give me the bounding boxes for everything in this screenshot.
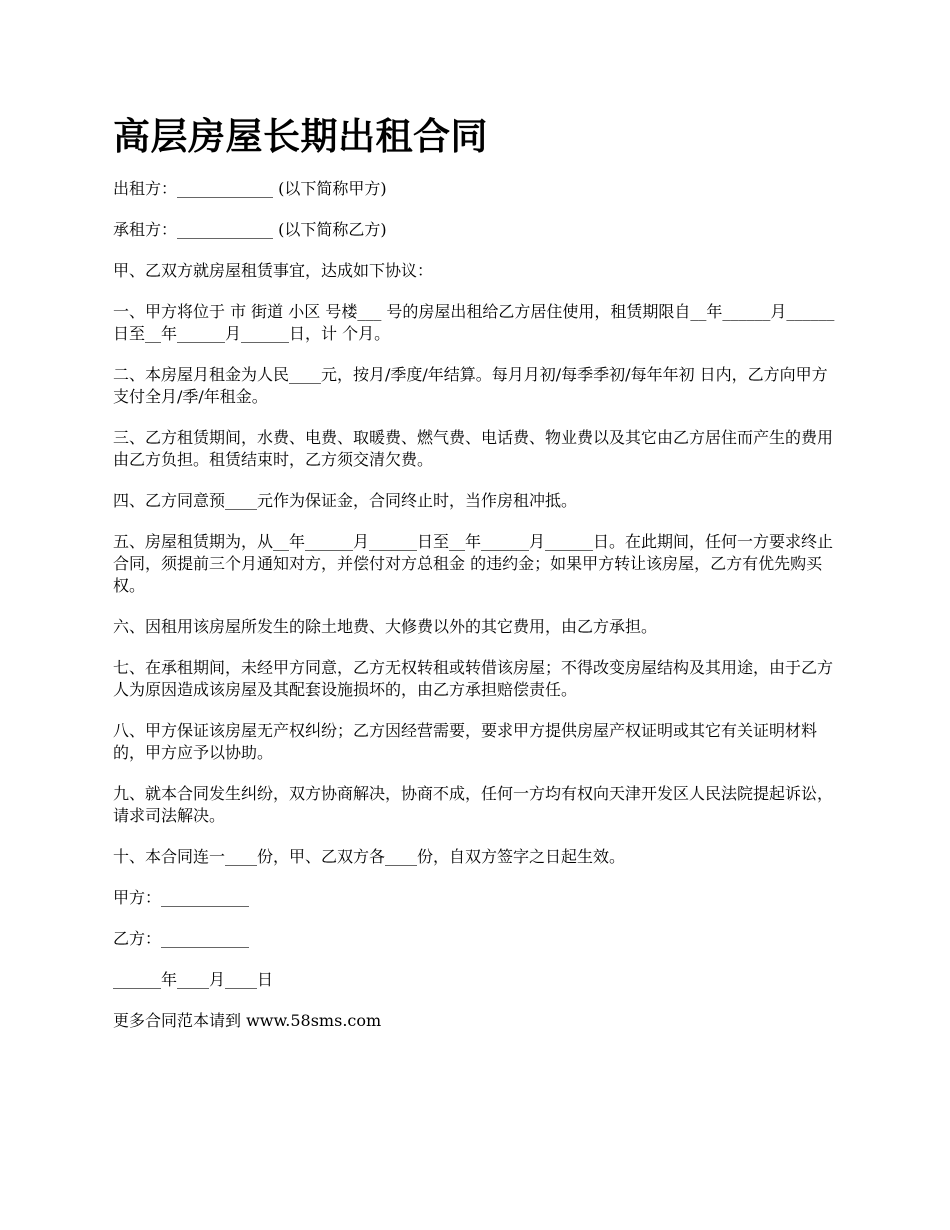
signature-date: ______年____月____日 [113, 970, 274, 989]
clause-2: 二、本房屋月租金为人民____元，按月/季度/年结算。每月月初/每季季初/每年年初 日内，乙方向甲方支付全月/季/年租金。 [113, 365, 828, 406]
lessee-line: 承租方：____________ (以下简称乙方) [113, 220, 387, 239]
signature-party-b: 乙方：___________ [113, 929, 250, 948]
signature-party-a: 甲方：___________ [113, 888, 250, 907]
clause-3: 三、乙方租赁期间，水费、电费、取暖费、燃气费、电话费、物业费以及其它由乙方居住而产生的费用由乙方负担。租赁结束时，乙方须交清欠费。 [113, 428, 834, 469]
clause-7: 七、在承租期间，未经甲方同意，乙方无权转租或转借该房屋；不得改变房屋结构及其用途，由于乙方人为原因造成该房屋及其配套设施损坏的，由乙方承担赔偿责任。 [113, 658, 834, 699]
footer-note: 更多合同范本请到 www.58sms.com [113, 1011, 382, 1030]
page-title: 高层房屋长期出租合同 [113, 114, 488, 158]
clause-1: 一、甲方将位于 市 街道 小区 号楼___ 号的房屋出租给乙方居住使用，租赁期限自__年______月______日至__年______月______日，计 个月。 [113, 302, 835, 343]
clause-6: 六、因租用该房屋所发生的除土地费、大修费以外的其它费用，由乙方承担。 [113, 617, 658, 636]
lessor-line: 出租方：____________ (以下简称甲方) [113, 179, 387, 198]
clause-10: 十、本合同连一____份，甲、乙双方各____份，自双方签字之日起生效。 [113, 847, 626, 866]
clause-8: 八、甲方保证该房屋无产权纠纷；乙方因经营需要，要求甲方提供房屋产权证明或其它有关证明材料的，甲方应予以协助。 [113, 721, 818, 762]
clause-5: 五、房屋租赁期为，从__年______月______日至__年______月______日。在此期间，任何一方要求终止合同，须提前三个月通知对方，并偿付对方总租金 的违约金；如果甲方转让该房屋，乙方有优先购买权。 [113, 532, 834, 595]
clause-9: 九、就本合同发生纠纷，双方协商解决，协商不成，任何一方均有权向天津开发区人民法院提起诉讼，请求司法解决。 [113, 784, 834, 825]
contract-document [113, 108, 843, 1051]
clause-4: 四、乙方同意预____元作为保证金，合同终止时，当作房租冲抵。 [113, 491, 578, 510]
intro-paragraph: 甲、乙双方就房屋租赁事宜，达成如下协议： [113, 261, 434, 280]
